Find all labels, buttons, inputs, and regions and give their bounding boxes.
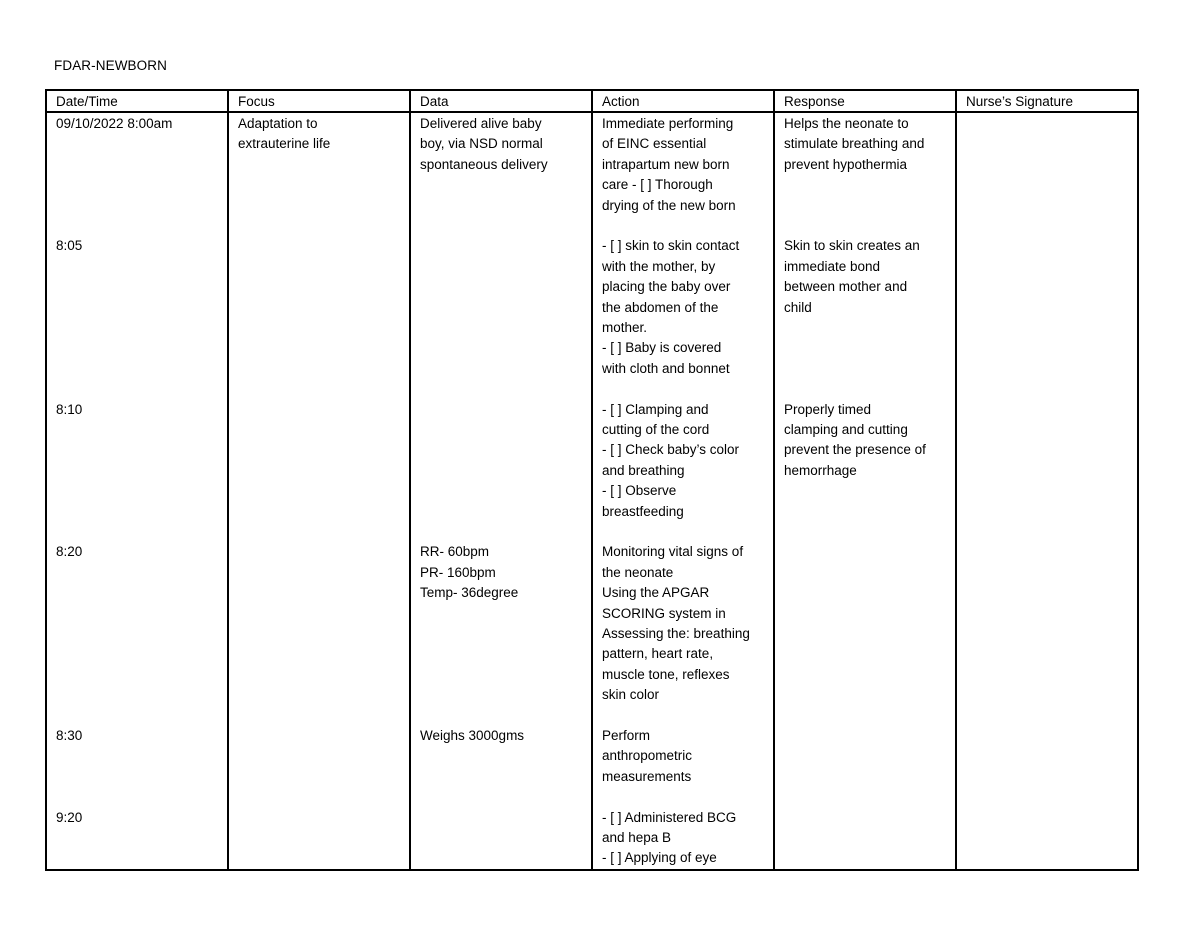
entry-response: Properly timed clamping and cutting prevent the presence of hemorrhage xyxy=(784,401,926,478)
entry-response: Helps the neonate to stimulate breathing and prevent hypothermia xyxy=(784,116,925,172)
entry-action: - [ ] skin to skin contact with the mother, by placing the baby over the abdomen of the mother. - [ ] Baby is covered with cloth and bonnet xyxy=(602,238,740,376)
entry-time: 09/10/2022 8:00am xyxy=(56,116,173,131)
entry-time: 8:30 xyxy=(56,727,83,743)
entry-focus: Adaptation to extrauterine life xyxy=(238,116,331,152)
header-date-time: Date/Time xyxy=(46,90,228,112)
entry-time: 8:10 xyxy=(56,401,83,417)
entry-action: Perform anthropometric measurements xyxy=(602,727,693,784)
entry-time: 9:20 xyxy=(56,809,83,825)
entry-action: Immediate performing of EINC essential intrapartum new born care - [ ] Thorough drying of the new born xyxy=(602,116,736,213)
response-cell xyxy=(774,112,956,870)
action-cell xyxy=(592,112,774,870)
entry-action: - [ ] Clamping and cutting of the cord - [ ] Check baby’s color and breathing - [ ] Observe breastfeeding xyxy=(602,401,740,519)
entry-time: 8:05 xyxy=(56,238,83,254)
entry-action: - [ ] Administered BCG and hepa B - [ ] Applying of eye xyxy=(602,809,737,866)
header-nurse-signature: Nurse’s Signature xyxy=(956,90,1138,112)
header-action: Action xyxy=(592,90,774,112)
header-response: Response xyxy=(774,90,956,112)
signature-cell xyxy=(956,112,1138,870)
entry-data: RR- 60bpm PR- 160bpm Temp- 36degree xyxy=(420,544,519,601)
entry-data: Weighs 3000gms xyxy=(420,727,525,743)
fdar-table xyxy=(45,89,1139,871)
table-header-row xyxy=(46,90,1138,112)
header-focus: Focus xyxy=(228,90,410,112)
entry-response: Skin to skin creates an immediate bond between mother and child xyxy=(784,238,920,315)
focus-cell xyxy=(228,112,410,870)
entry-time: 8:20 xyxy=(56,544,83,560)
table-row xyxy=(46,112,1138,870)
document-title: FDAR-NEWBORN xyxy=(54,58,167,73)
entry-action: Monitoring vital signs of the neonate Using the APGAR SCORING system in Assessing the: breathing pattern, heart rate, muscle tone, reflexes skin color xyxy=(602,544,750,703)
entry-data: Delivered alive baby boy, via NSD normal spontaneous delivery xyxy=(420,116,548,172)
header-data: Data xyxy=(410,90,592,112)
data-cell xyxy=(410,112,592,870)
date-time-cell xyxy=(46,112,228,870)
